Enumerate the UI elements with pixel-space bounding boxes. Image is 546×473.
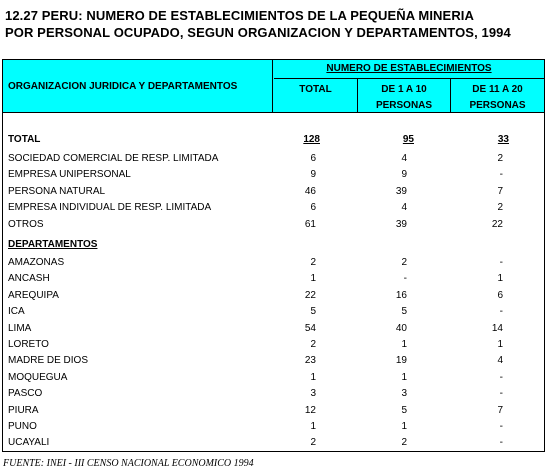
cell-v2: 39: [395, 185, 407, 197]
header-11-a-20: DE 11 A 20 PERSONAS: [469, 84, 526, 111]
cell-v1: 2: [310, 339, 316, 350]
row-label: ANCASH: [8, 273, 50, 285]
cell-v2: 2: [401, 437, 407, 449]
cell-v3: -: [499, 371, 503, 383]
cell-v3: 6: [497, 289, 503, 301]
cell-v2: 16: [395, 289, 407, 301]
row-label: LIMA: [8, 322, 32, 334]
cell-v2: 4: [401, 202, 407, 214]
row-label: SOCIEDAD COMERCIAL DE RESP. LIMITADA: [8, 153, 219, 164]
cell-v3: 14: [491, 322, 503, 334]
table-row: [3, 288, 544, 304]
cell-v3: 7: [497, 404, 503, 416]
cell-v3: 1: [497, 273, 503, 285]
row-label: EMPRESA UNIPERSONAL: [8, 169, 131, 181]
table-row: [3, 370, 544, 386]
table-row: [3, 304, 544, 320]
table-row: [3, 403, 544, 419]
cell-v2: 2: [401, 257, 407, 268]
table-row: [3, 184, 544, 200]
cell-v3: 2: [497, 153, 503, 164]
cell-v3: 33: [497, 134, 509, 145]
cell-v1: 128: [303, 134, 320, 145]
cell-v1: 46: [304, 185, 316, 197]
table-row: [3, 337, 544, 353]
row-label: MOQUEGUA: [8, 371, 68, 383]
cell-v1: 6: [310, 153, 316, 164]
table-row: [3, 271, 544, 287]
table-row: [3, 386, 544, 402]
title-line-1: 12.27 PERU: NUMERO DE ESTABLECIMIENTOS DE LA PEQUEÑA MINERIA: [5, 8, 475, 23]
cell-v2: 95: [402, 134, 414, 145]
cell-v1: 2: [310, 257, 316, 268]
cell-v2: -: [403, 273, 407, 285]
cell-v3: 7: [497, 185, 503, 197]
table-header: [3, 60, 544, 113]
cell-v1: 6: [310, 202, 316, 214]
cell-v3: -: [499, 306, 503, 318]
cell-v3: -: [499, 437, 503, 449]
header-total: TOTAL: [274, 79, 358, 112]
row-label: PUNO: [8, 421, 37, 432]
table-row: [3, 321, 544, 337]
cell-v3: -: [499, 421, 503, 432]
cell-v2: 40: [395, 322, 407, 334]
row-label: LORETO: [8, 339, 49, 350]
cell-v1: 1: [310, 273, 316, 285]
row-label: PERSONA NATURAL: [8, 185, 106, 197]
row-label: PIURA: [8, 404, 39, 416]
cell-v2: 3: [401, 388, 407, 400]
cell-v1: 54: [304, 322, 316, 334]
cell-v1: 23: [304, 355, 316, 367]
cell-v3: 4: [497, 355, 503, 367]
cell-v1: 61: [304, 218, 316, 230]
cell-v1: 1: [310, 421, 316, 432]
cell-v1: 9: [310, 169, 316, 181]
row-label: UCAYALI: [8, 437, 50, 449]
table-row: [3, 353, 544, 369]
table-row: [3, 419, 544, 435]
cell-v1: 2: [310, 437, 316, 449]
table-row: [3, 151, 544, 167]
row-label: OTROS: [8, 218, 44, 230]
cell-v2: 1: [401, 421, 407, 432]
cell-v2: 5: [401, 306, 407, 318]
cell-v3: 22: [491, 218, 503, 230]
table-row: [3, 167, 544, 183]
cell-v2: 9: [401, 169, 407, 181]
cell-v1: 5: [310, 306, 316, 318]
header-1-a-10: DE 1 A 10 PERSONAS: [358, 79, 451, 112]
cell-v2: 4: [401, 153, 407, 164]
cell-v3: -: [499, 169, 503, 181]
table-row: [3, 255, 544, 271]
cell-v3: -: [499, 388, 503, 400]
table-row: [3, 217, 544, 233]
header-organizacion: ORGANIZACION JURIDICA Y DEPARTAMENTOS: [3, 60, 273, 112]
cell-v1: 1: [310, 371, 316, 383]
cell-v2: 39: [395, 218, 407, 230]
table-row: [3, 435, 544, 451]
section-departamentos: [3, 237, 544, 253]
row-label: TOTAL: [8, 134, 41, 145]
cell-v2: 19: [395, 355, 407, 367]
row-label: DEPARTAMENTOS: [8, 239, 98, 250]
row-label: AMAZONAS: [8, 257, 65, 268]
row-label: PASCO: [8, 388, 43, 400]
cell-v1: 12: [304, 404, 316, 416]
row-label: EMPRESA INDIVIDUAL DE RESP. LIMITADA: [8, 202, 212, 214]
cell-v1: 3: [310, 388, 316, 400]
title-line-2: POR PERSONAL OCUPADO, SEGUN ORGANIZACION Y DEPARTAMENTOS, 1994: [5, 25, 511, 40]
header-numero-establecimientos: NUMERO DE ESTABLECIMIENTOS: [274, 60, 544, 79]
row-label: MADRE DE DIOS: [8, 355, 89, 367]
row-label: ICA: [8, 306, 25, 318]
cell-v3: 1: [497, 339, 503, 350]
row-label: AREQUIPA: [8, 289, 59, 301]
table-title: [5, 7, 511, 41]
cell-v1: 22: [304, 289, 316, 301]
data-table: [2, 59, 545, 452]
cell-v3: -: [499, 257, 503, 268]
source-note: FUENTE: INEI - III CENSO NACIONAL ECONOMICO 1994: [3, 458, 254, 469]
cell-v3: 2: [497, 202, 503, 214]
cell-v2: 5: [401, 404, 407, 416]
cell-v2: 1: [401, 339, 407, 350]
total-row: [3, 132, 544, 148]
table-row: [3, 200, 544, 216]
cell-v2: 1: [401, 371, 407, 383]
